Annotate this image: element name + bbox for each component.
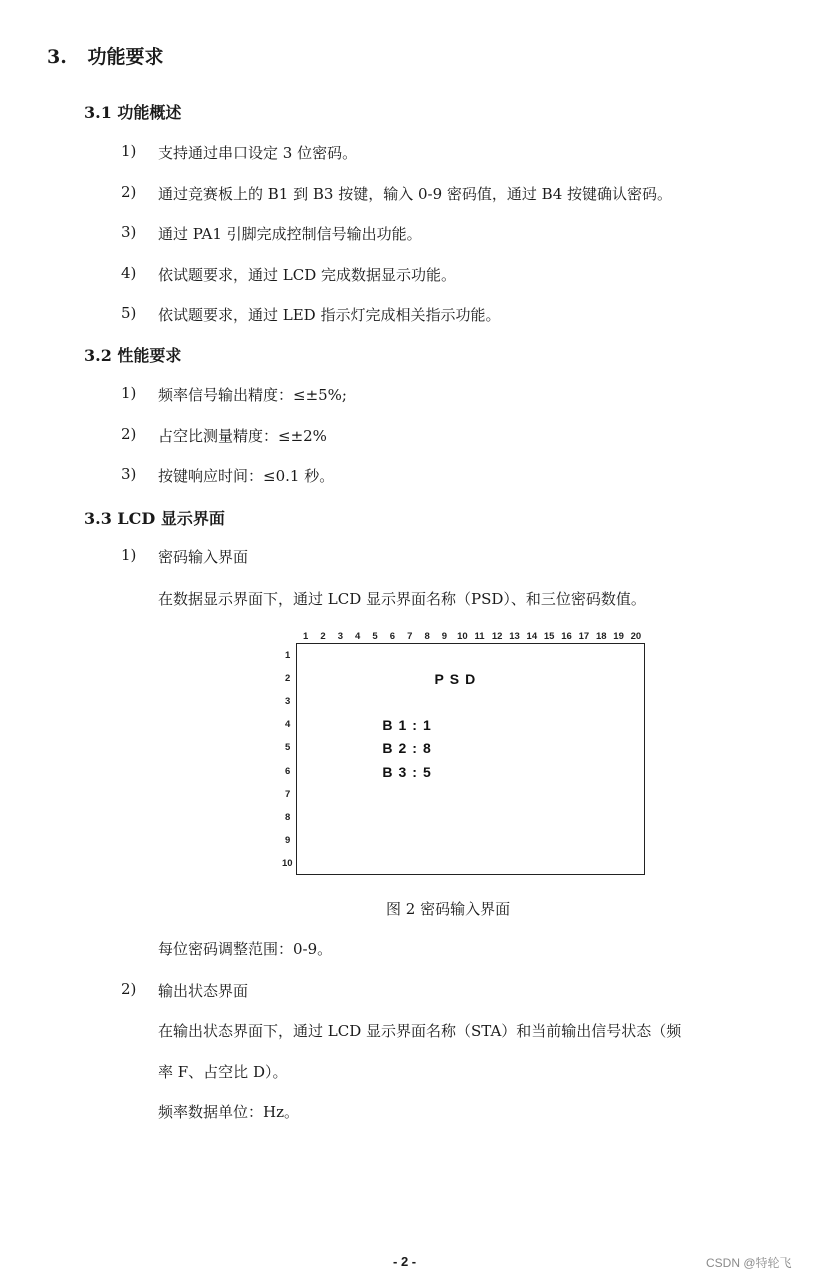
column-number: 8	[424, 631, 430, 642]
sub2-description-line1: 在输出状态界面下，通过 LCD 显示界面名称（STA）和当前输出信号状态（频	[158, 1022, 682, 1040]
list-item-text: 频率信号输出精度：≤±5%;	[158, 386, 347, 404]
list-item-number: 2)	[121, 182, 137, 201]
row-number: 4	[285, 719, 291, 731]
list-item-number: 5)	[121, 304, 137, 322]
column-number: 12	[491, 631, 503, 642]
column-number: 13	[509, 631, 520, 642]
column-number: 16	[561, 631, 572, 642]
subsection-title-3-1: 3.1 功能概述	[84, 103, 182, 122]
row-number: 8	[285, 811, 291, 823]
column-number: 19	[613, 631, 624, 642]
column-number: 7	[407, 631, 413, 642]
range-note: 每位密码调整范围：0-9。	[158, 940, 333, 958]
list-item-text: 按键响应时间：≤0.1 秒。	[158, 467, 335, 485]
figure-caption: 图 2 密码输入界面	[386, 900, 511, 918]
row-number: 5	[285, 742, 291, 754]
column-number: 17	[578, 631, 590, 642]
lcd-line: B2:8	[382, 740, 437, 757]
column-number: 18	[595, 631, 607, 642]
list-item-text: 通过竞赛板上的 B1 到 B3 按键，输入 0-9 密码值，通过 B4 按键确认密码。	[158, 184, 673, 203]
section-heading	[47, 42, 163, 69]
lcd-line: B3:5	[382, 763, 437, 780]
column-number: 14	[526, 631, 538, 642]
row-number: 9	[285, 834, 291, 846]
list-item-text: 依试题要求，通过 LCD 完成数据显示功能。	[158, 265, 457, 284]
list-item-number: 4)	[121, 263, 137, 282]
column-number: 10	[457, 631, 468, 642]
row-number: 10	[282, 857, 293, 869]
list-item-text: 通过 PA1 引脚完成控制信号输出功能。	[158, 225, 422, 243]
column-number: 2	[320, 631, 326, 642]
list-item-number: 3)	[121, 223, 137, 241]
list-item-text: 依试题要求，通过 LED 指示灯完成相关指示功能。	[158, 306, 501, 324]
list-item-number: 2)	[121, 424, 137, 443]
lcd-line: PSD	[434, 671, 482, 688]
column-number: 3	[337, 631, 343, 642]
subsection-title-3-2: 3.2 性能要求	[84, 346, 182, 365]
column-number: 11	[474, 631, 485, 642]
list-item-text: 占空比测量精度：≤±2%	[158, 426, 327, 445]
list-item-number: 3)	[121, 465, 137, 483]
column-number: 20	[630, 631, 642, 642]
row-number: 6	[285, 765, 291, 777]
row-number: 7	[285, 788, 291, 800]
list-item-number: 1)	[121, 384, 137, 402]
sub2-title: 输出状态界面	[158, 982, 249, 1000]
column-number: 15	[543, 631, 555, 642]
column-number: 4	[355, 631, 361, 642]
subsection-title-3-3: 3.3 LCD 显示界面	[84, 509, 225, 528]
sub2-number: 2)	[121, 980, 137, 998]
sub1-description: 在数据显示界面下，通过 LCD 显示界面名称（PSD）、和三位密码数值。	[158, 590, 646, 608]
sub2-description-line2: 率 F、占空比 D）。	[158, 1063, 288, 1081]
column-number: 6	[389, 631, 396, 642]
unit-note: 频率数据单位：Hz。	[158, 1103, 299, 1121]
column-number: 9	[441, 631, 448, 642]
list-item-number: 1)	[121, 142, 137, 160]
sub1-number: 1)	[121, 546, 137, 564]
row-number: 1	[285, 650, 291, 661]
watermark: CSDN @特轮飞	[706, 1256, 792, 1270]
list-item-text: 支持通过串口设定 3 位密码。	[158, 144, 358, 162]
section-number: 3.	[47, 46, 67, 68]
sub1-title: 密码输入界面	[158, 548, 249, 566]
row-number: 2	[285, 673, 291, 685]
page-number: - 2 -	[393, 1254, 417, 1269]
row-number: 3	[285, 696, 291, 708]
section-title: 功能要求	[87, 46, 164, 68]
column-number: 1	[303, 631, 309, 642]
column-number: 5	[372, 631, 378, 642]
lcd-line: B1:1	[382, 717, 437, 734]
